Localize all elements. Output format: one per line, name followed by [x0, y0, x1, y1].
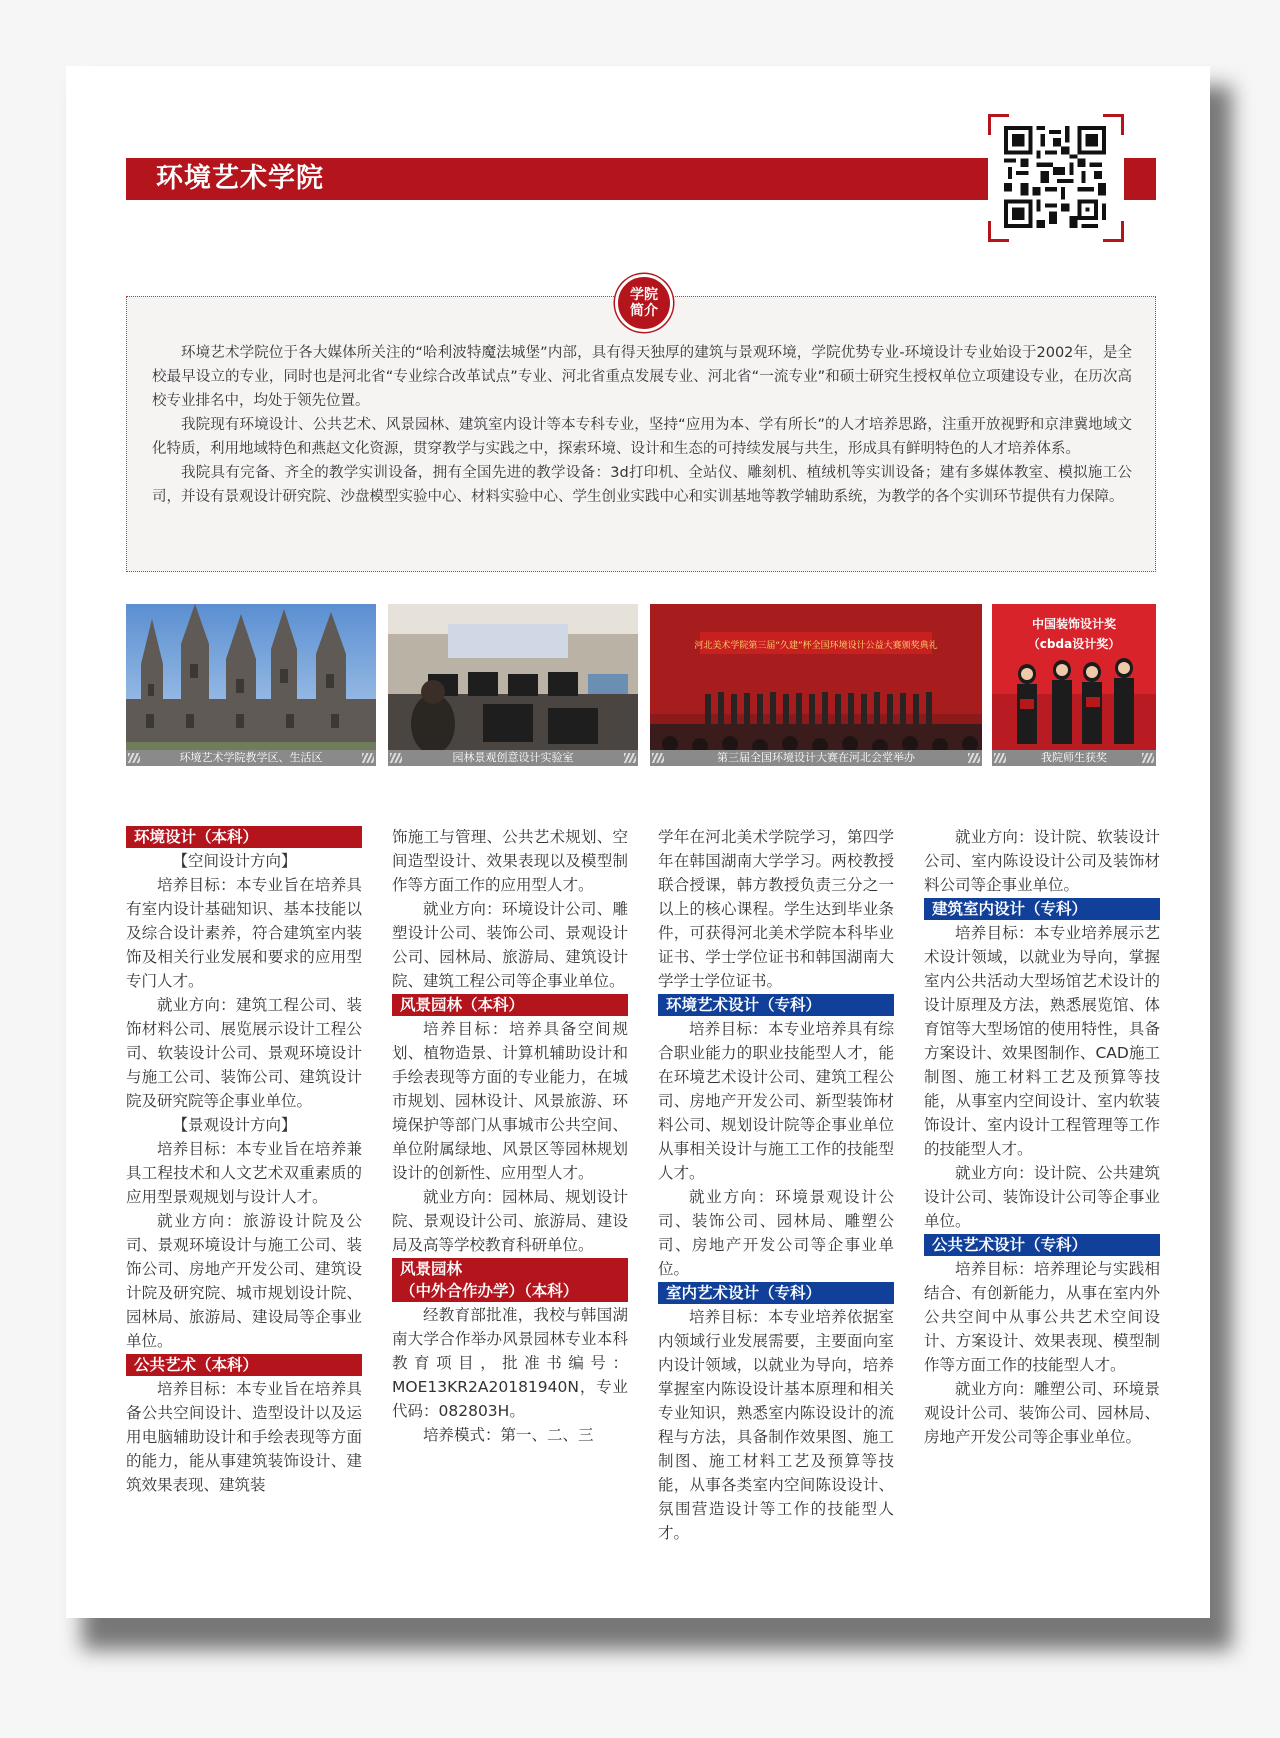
- photo-award: [992, 604, 1156, 766]
- computer-lab-image: [388, 604, 638, 766]
- intro-paragraph: 我院现有环境设计、公共艺术、风景园林、建筑室内设计等本专科专业，坚持“应用为本、学有所长”的人才培养思路，注重开放视野和京津冀地域文化特质，利用地域特色和燕赵文化资源，贯穿教学与实践之中，探索环境、设计和生态的可持续发展与共生，形成具有鲜明特色的人才培养体系。: [152, 417, 1132, 457]
- column-2: [392, 825, 628, 1447]
- section-header: 环境艺术设计（专科）: [658, 994, 894, 1016]
- award-winners-image: [992, 604, 1156, 766]
- body-paragraph: 就业方向：建筑工程公司、装饰材料公司、展览展示设计工程公司、软装设计公司、景观环境设计与施工公司、装饰公司、建筑设计院及研究院等企事业单位。: [126, 996, 362, 1110]
- photo-ceremony: [650, 604, 982, 766]
- section-header: 风景园林（本科）: [392, 994, 628, 1016]
- photo-caption: 第三届全国环境设计大赛在河北会堂举办: [650, 750, 982, 766]
- body-paragraph: 培养目标：本专业培养依据室内领域行业发展需要，主要面向室内设计领域，以就业为导向，培养掌握室内陈设设计基本原理和相关专业知识，熟悉室内陈设设计的流程与方法，具备制作效果图、施工制图、施工材料工艺及预算等技能，从事各类室内空间陈设设计、氛围营造设计等工作的技能型人才。: [658, 1308, 894, 1542]
- section-header: 室内艺术设计（专科）: [658, 1282, 894, 1304]
- photo-caption: 我院师生获奖: [992, 750, 1156, 766]
- intro-text: [152, 341, 1132, 509]
- body-paragraph: 培养模式：第一、二、三: [423, 1426, 594, 1444]
- section-header: 建筑室内设计（专科）: [924, 898, 1160, 920]
- body-paragraph: 就业方向：园林局、规划设计院、景观设计公司、旅游局、建设局及高等学校教育科研单位。: [392, 1188, 628, 1254]
- qr-code-frame: [988, 114, 1124, 242]
- body-paragraph: 就业方向：雕塑公司、环境景观设计公司、装饰公司、园林局、房地产开发公司等企事业单位。: [924, 1380, 1160, 1446]
- body-paragraph: 培养目标：本专业旨在培养兼具工程技术和人文艺术双重素质的应用型景观规划与设计人才。: [126, 1140, 362, 1206]
- castle-image: [126, 604, 376, 766]
- award-ceremony-image: [650, 604, 982, 766]
- intro-paragraph: 我院具有完备、齐全的教学实训设备，拥有全国先进的教学设备：3d打印机、全站仪、雕刻机、植绒机等实训设备；建有多媒体教室、模拟施工公司，并设有景观设计研究院、沙盘模型实验中心、材料实验中心、学生创业实践中心和实训基地等教学辅助系统，为教学的各个实训环节提供有力保障。: [152, 465, 1132, 505]
- sub-heading: 【空间设计方向】: [172, 852, 297, 870]
- badge-line: 学院: [630, 287, 658, 303]
- body-paragraph: 就业方向：环境景观设计公司、装饰公司、园林局、雕塑公司、房地产开发公司等企事业单位。: [658, 1188, 894, 1278]
- body-paragraph: 饰施工与管理、公共艺术规划、空间造型设计、效果表现以及模型制作等方面工作的应用型人才。: [392, 828, 628, 894]
- body-paragraph: 经教育部批准，我校与韩国湖南大学合作举办风景园林专业本科教育项目，批准书编号：MOE13KR2A20181940N，专业代码：082803H。: [392, 1306, 628, 1420]
- body-paragraph: 就业方向：旅游设计院及公司、景观环境设计与施工公司、装饰公司、房地产开发公司、建筑设计院及研究院、城市规划设计院、园林局、旅游局、建设局等企事业单位。: [126, 1212, 362, 1350]
- intro-paragraph: 环境艺术学院位于各大媒体所关注的“哈利波特魔法城堡”内部，具有得天独厚的建筑与景观环境，学院优势专业-环境设计专业始设于2002年，是全校最早设立的专业，同时也是河北省“专业综合改革试点”专业、河北省重点发展专业、河北省“一流专业”和硕士研究生授权单位立项建设专业，在历次高校专业排名中，均处于领先位置。: [152, 345, 1132, 409]
- award-text: （cbda设计奖）: [1027, 637, 1121, 651]
- body-paragraph: 就业方向：设计院、公共建筑设计公司、装饰设计公司等企事业单位。: [924, 1164, 1160, 1230]
- section-header: （中外合作办学）（本科）: [392, 1280, 628, 1302]
- section-header: 公共艺术设计（专科）: [924, 1234, 1160, 1256]
- column-4: [924, 825, 1160, 1449]
- brochure-page: [66, 66, 1210, 1618]
- body-paragraph: 培养目标：本专业培养展示艺术设计领域，以就业为导向，掌握室内公共活动大型场馆艺术设计的设计原理及方法，熟悉展览馆、体育馆等大型场馆的使用特性，具备方案设计、效果图制作、CAD施工制图、施工材料工艺及预算等技能，从事室内空间设计、室内软装饰设计、室内设计工程管理等工作的技能型人才。: [924, 924, 1160, 1158]
- intro-badge: [615, 274, 673, 332]
- ceremony-banner-text: 河北美术学院第三届“久建”杯全国环境设计公益大赛颁奖典礼: [694, 641, 938, 651]
- photo-lab: [388, 604, 638, 766]
- intro-box: [126, 296, 1156, 572]
- column-3: [658, 825, 894, 1545]
- award-text: 中国装饰设计奖: [1031, 617, 1117, 631]
- column-1: [126, 825, 362, 1497]
- badge-line: 简介: [630, 303, 658, 319]
- section-header: 环境设计（本科）: [126, 826, 362, 848]
- body-paragraph: 就业方向：环境设计公司、雕塑设计公司、装饰公司、景观设计公司、园林局、旅游局、建筑设计院、建筑工程公司等企事业单位。: [392, 900, 628, 990]
- section-header: 风景园林: [392, 1258, 628, 1280]
- body-paragraph: 培养目标：本专业旨在培养具备公共空间设计、造型设计以及运用电脑辅助设计和手绘表现等方面的能力，能从事建筑装饰设计、建筑效果表现、建筑装: [126, 1380, 362, 1494]
- body-paragraph: 培养目标：培养理论与实践相结合、有创新能力，从事在室内外公共空间中从事公共艺术空间设计、方案设计、效果表现、模型制作等方面工作的技能型人才。: [924, 1260, 1160, 1374]
- page-title: 环境艺术学院: [156, 163, 324, 194]
- body-paragraph: 培养目标：培养具备空间规划、植物造景、计算机辅助设计和手绘表现等方面的专业能力，在城市规划、园林设计、风景旅游、环境保护等部门从事城市公共空间、单位附属绿地、风景区等园林规划设计的创新性、应用型人才。: [392, 1020, 628, 1182]
- sub-heading: 【景观设计方向】: [172, 1116, 297, 1134]
- section-header: 公共艺术（本科）: [126, 1354, 362, 1376]
- body-paragraph: 学年在河北美术学院学习，第四学年在韩国湖南大学学习。两校教授联合授课，韩方教授负责三分之一以上的核心课程。学生达到毕业条件，可获得河北美术学院本科毕业证书、学士学位证书和韩国湖南大学学士学位证书。: [658, 828, 894, 990]
- qr-code-icon: [1004, 126, 1106, 228]
- photo-campus: [126, 604, 376, 766]
- photo-caption: 园林景观创意设计实验室: [388, 750, 638, 766]
- body-paragraph: 就业方向：设计院、软装设计公司、室内陈设设计公司及装饰材料公司等企事业单位。: [924, 828, 1160, 894]
- body-paragraph: 培养目标：本专业培养具有综合职业能力的职业技能型人才，能在环境艺术设计公司、建筑工程公司、房地产开发公司、新型装饰材料公司、规划设计院等企事业单位从事相关设计与施工工作的技能型人才。: [658, 1020, 894, 1182]
- body-paragraph: 培养目标：本专业旨在培养具有室内设计基础知识、基本技能以及综合设计素养，符合建筑室内装饰及相关行业发展和要求的应用型专门人才。: [126, 876, 362, 990]
- photo-caption: 环境艺术学院教学区、生活区: [126, 750, 376, 766]
